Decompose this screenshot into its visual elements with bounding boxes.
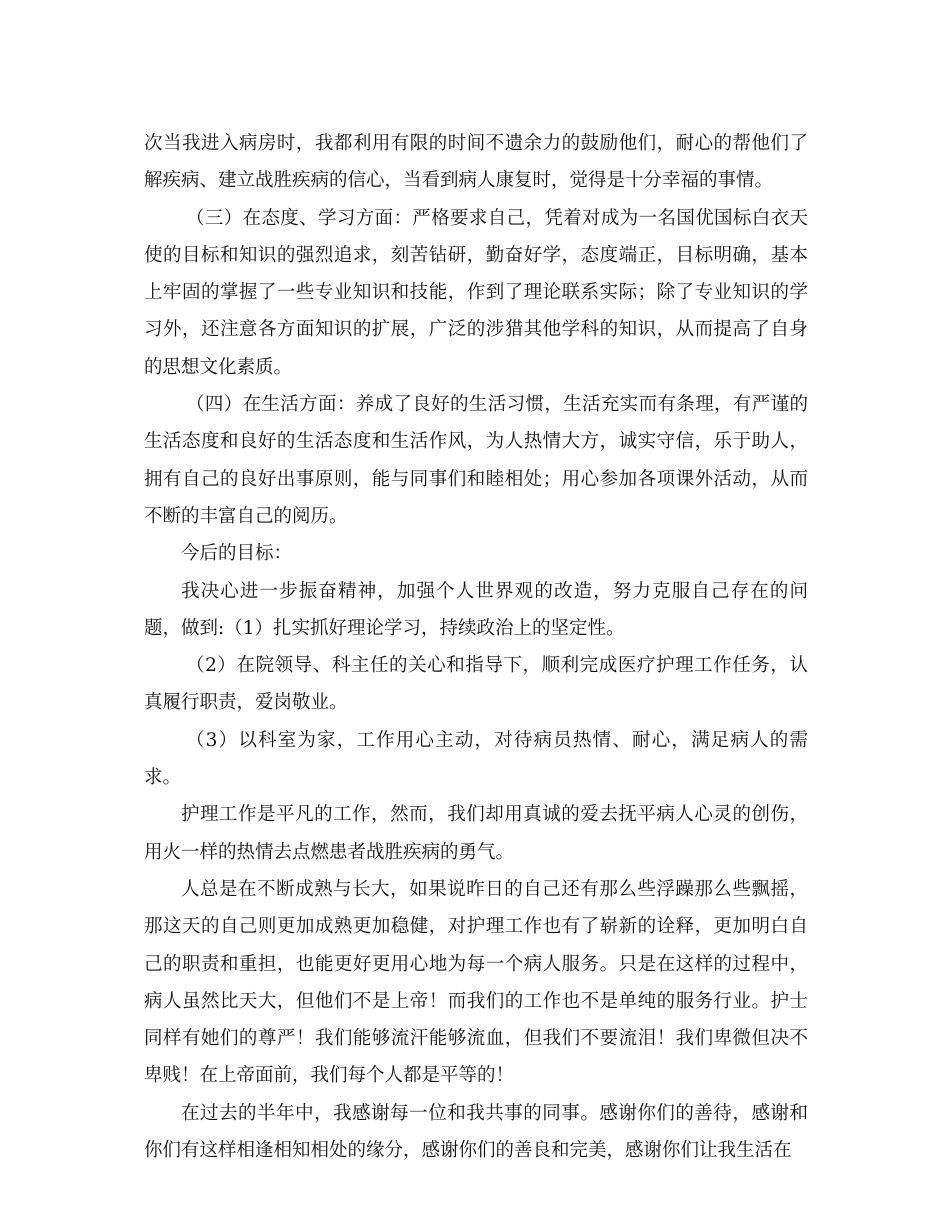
paragraph-attitude-study: （三）在态度、学习方面：严格要求自己，凭着对成为一名国优国标白衣天使的目标和知识的强烈追求，刻苦钻研，勤奋好学，态度端正，目标明确，基本上牢固的掌握了一些专业知识和技能，作到了理论联系实际；除了专业知识的学习外，还注意各方面知识的扩展，广泛的涉猎其他学科的知识，从而提高了自身的思想文化素质。 <box>144 207 808 378</box>
paragraph-thanks: 在过去的半年中，我感谢每一位和我共事的同事。感谢你们的善待，感谢和你们有这样相逢相知相处的缘分，感谢你们的善良和完美，感谢你们让我生活在 <box>144 1102 808 1162</box>
paragraph-continuation: 次当我进入病房时，我都利用有限的时间不遗余力的鼓励他们，耐心的帮他们了解疾病、建立战胜疾病的信心，当看到病人康复时，觉得是十分幸福的事情。 <box>144 133 808 192</box>
document-body <box>144 125 808 1169</box>
paragraph-nursing-work: 护理工作是平凡的工作，然而，我们却用真诚的爱去抚平病人心灵的创伤，用火一样的热情去点燃患者战胜疾病的勇气。 <box>144 804 808 863</box>
paragraph-goal-2: （2）在院领导、科主任的关心和指导下，顺利完成医疗护理工作任务，认真履行职责，爱岗敬业。 <box>144 655 808 714</box>
paragraph-resolution: 我决心进一步振奋精神，加强个人世界观的改造，努力克服自己存在的问题，做到:（1）扎实抓好理论学习，持续政治上的坚定性。 <box>144 580 808 639</box>
paragraph-goal-3: （3）以科室为家，工作用心主动，对待病员热情、耐心，满足病人的需求。 <box>144 729 808 789</box>
paragraph-future-goals-heading: 今后的目标： <box>181 543 293 565</box>
paragraph-life: （四）在生活方面：养成了良好的生活习惯，生活充实而有条理，有严谨的生活态度和良好的生活态度和生活作风，为人热情大方，诚实守信，乐于助人，拥有自己的良好出事原则，能与同事们和睦相处；用心参加各项课外活动，从而不断的丰富自己的阅历。 <box>144 394 808 527</box>
paragraph-growth: 人总是在不断成熟与长大，如果说昨日的自己还有那么些浮躁那么些飘摇，那这天的自己则更加成熟更加稳健，对护理工作也有了崭新的诠释，更加明白自己的职责和重担，也能更好更用心地为每一个病人服务。只是在这样的过程中，病人虽然比天大，但他们不是上帝！而我们的工作也不是单纯的服务行业。护士同样有她们的尊严！我们能够流汗能够流血，但我们不要流泪！我们卑微但决不卑贱！在上帝面前，我们每个人都是平等的！ <box>144 878 808 1087</box>
